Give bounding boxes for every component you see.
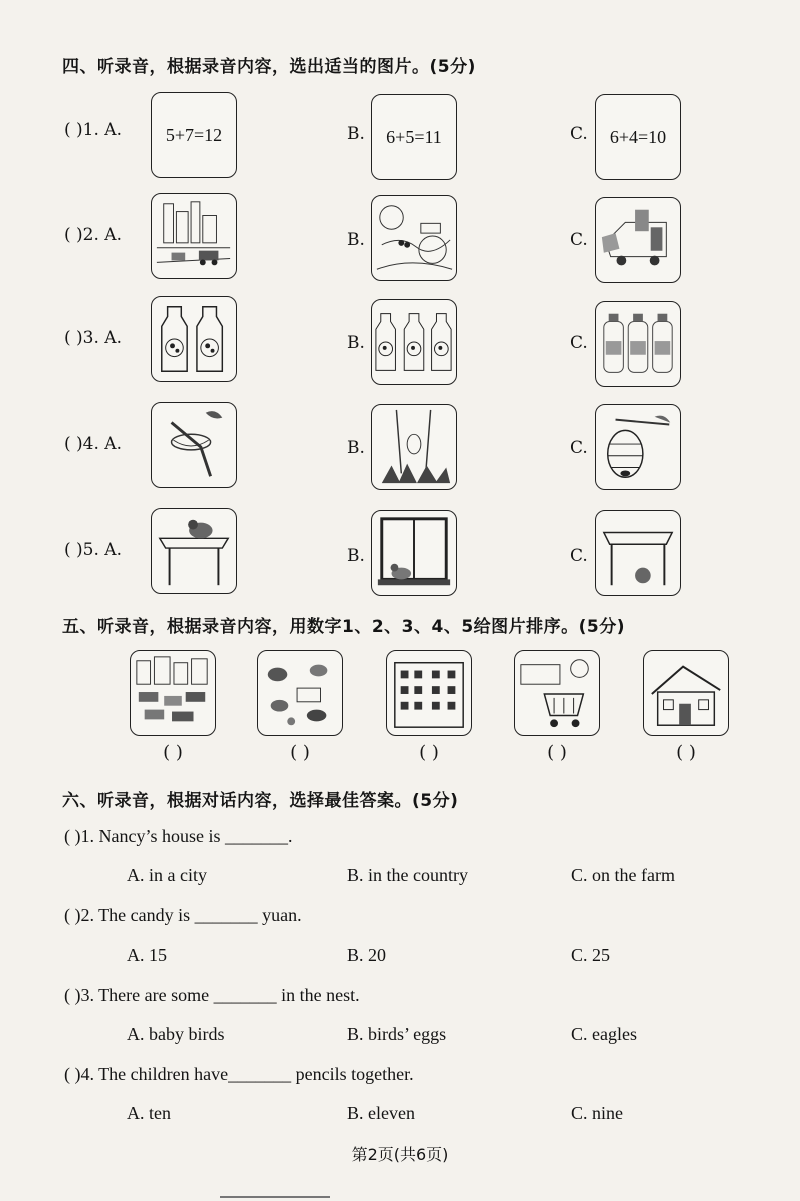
country-house-icon — [644, 651, 728, 735]
s5-blank-1[interactable]: ( ) — [163, 742, 183, 763]
s6-q2-option-b[interactable]: B. 20 — [347, 945, 387, 965]
s6-q1-stem: ( )1. Nancy’s house is _______. — [64, 826, 293, 846]
s4-q2-option-b[interactable] — [371, 195, 457, 281]
s4-q5-option-a[interactable] — [151, 508, 237, 594]
three-milk-bottles-icon — [372, 300, 456, 384]
s6-q3-stem: ( )3. There are some _______ in the nest. — [64, 985, 360, 1005]
equation-text: 6+5=11 — [386, 126, 442, 147]
three-bottles-icon — [596, 302, 680, 386]
section-4-title: 四、听录音，根据录音内容，选出适当的图片。(5分) — [62, 57, 476, 77]
s4-q4-option-a[interactable] — [151, 402, 237, 488]
s5-picture-4[interactable] — [514, 650, 600, 736]
s4-q1-option-a[interactable] — [151, 92, 237, 178]
footer-divider — [220, 1196, 330, 1198]
s5-blank-4[interactable]: ( ) — [547, 742, 567, 763]
city-street-icon — [152, 194, 236, 278]
s4-q1-option-b[interactable] — [371, 94, 457, 180]
s4-q2-b-label: B. — [347, 230, 365, 250]
s6-q1-option-b[interactable]: B. in the country — [347, 865, 468, 885]
s4-q3-option-b[interactable] — [371, 299, 457, 385]
s4-q1-b-label: B. — [347, 124, 365, 144]
s4-q1-c-label: C. — [570, 124, 588, 144]
s4-q3-label: ( )3. A. — [64, 328, 122, 348]
s4-q5-option-b[interactable] — [371, 510, 457, 596]
s4-q5-option-c[interactable] — [595, 510, 681, 596]
s6-q2-option-c[interactable]: C. 25 — [571, 945, 611, 965]
s5-picture-5[interactable] — [643, 650, 729, 736]
s4-q2-option-c[interactable] — [595, 197, 681, 283]
shopping-cart-icon — [515, 651, 599, 735]
truck-icon — [596, 198, 680, 282]
s4-q4-b-label: B. — [347, 438, 365, 458]
s4-q2-c-label: C. — [570, 230, 588, 250]
s6-q1-option-a[interactable]: A. in a city — [127, 865, 207, 885]
section-6-title: 六、听录音，根据对话内容，选择最佳答案。(5分) — [62, 791, 459, 811]
s5-picture-2[interactable] — [257, 650, 343, 736]
section-5-title: 五、听录音，根据录音内容，用数字1、2、3、4、5给图片排序。(5分) — [62, 617, 626, 637]
apartment-building-icon — [387, 651, 471, 735]
s4-q5-c-label: C. — [570, 546, 588, 566]
s6-q2-option-a[interactable]: A. 15 — [127, 945, 167, 965]
s4-q3-c-label: C. — [570, 333, 588, 353]
countryside-trees-icon — [372, 196, 456, 280]
equation-text: 6+4=10 — [609, 126, 667, 147]
s6-q4-option-a[interactable]: A. ten — [127, 1103, 171, 1123]
s6-q4-option-c[interactable]: C. nine — [571, 1103, 623, 1123]
s5-blank-5[interactable]: ( ) — [676, 742, 696, 763]
s6-q3-option-c[interactable]: C. eagles — [571, 1024, 637, 1044]
s6-q4-option-b[interactable]: B. eleven — [347, 1103, 415, 1123]
s4-q4-option-b[interactable] — [371, 404, 457, 490]
bird-nest-icon — [152, 403, 236, 487]
traffic-street-icon — [131, 651, 215, 735]
s4-q5-b-label: B. — [347, 546, 365, 566]
tree-trunk-icon — [372, 405, 456, 489]
page-footer: 第2页(共6页) — [351, 1145, 449, 1164]
cat-on-table-icon — [152, 509, 236, 593]
s6-q4-stem: ( )4. The children have_______ pencils together. — [64, 1064, 414, 1084]
s6-q1-option-c[interactable]: C. on the farm — [571, 865, 675, 885]
s4-q2-label: ( )2. A. — [64, 225, 122, 245]
s5-picture-1[interactable] — [130, 650, 216, 736]
two-milk-bottles-icon — [152, 297, 236, 381]
s4-q1-label: ( )1. A. — [64, 120, 122, 140]
s5-blank-2[interactable]: ( ) — [290, 742, 310, 763]
s6-q2-stem: ( )2. The candy is _______ yuan. — [64, 905, 302, 925]
s5-picture-3[interactable] — [386, 650, 472, 736]
s4-q3-b-label: B. — [347, 333, 365, 353]
s4-q5-label: ( )5. A. — [64, 540, 122, 560]
s4-q4-label: ( )4. A. — [64, 434, 122, 454]
s4-q1-option-c[interactable] — [595, 94, 681, 180]
s4-q2-option-a[interactable] — [151, 193, 237, 279]
s4-q3-option-c[interactable] — [595, 301, 681, 387]
s6-q3-option-b[interactable]: B. birds’ eggs — [347, 1024, 447, 1044]
s6-q3-option-a[interactable]: A. baby birds — [127, 1024, 225, 1044]
ball-under-table-icon — [596, 511, 680, 595]
s5-blank-3[interactable]: ( ) — [419, 742, 439, 763]
beehive-icon — [596, 405, 680, 489]
cat-by-window-icon — [372, 511, 456, 595]
s4-q3-option-a[interactable] — [151, 296, 237, 382]
s4-q4-option-c[interactable] — [595, 404, 681, 490]
s4-q4-c-label: C. — [570, 438, 588, 458]
farm-animals-icon — [258, 651, 342, 735]
equation-text: 5+7=12 — [165, 124, 223, 145]
